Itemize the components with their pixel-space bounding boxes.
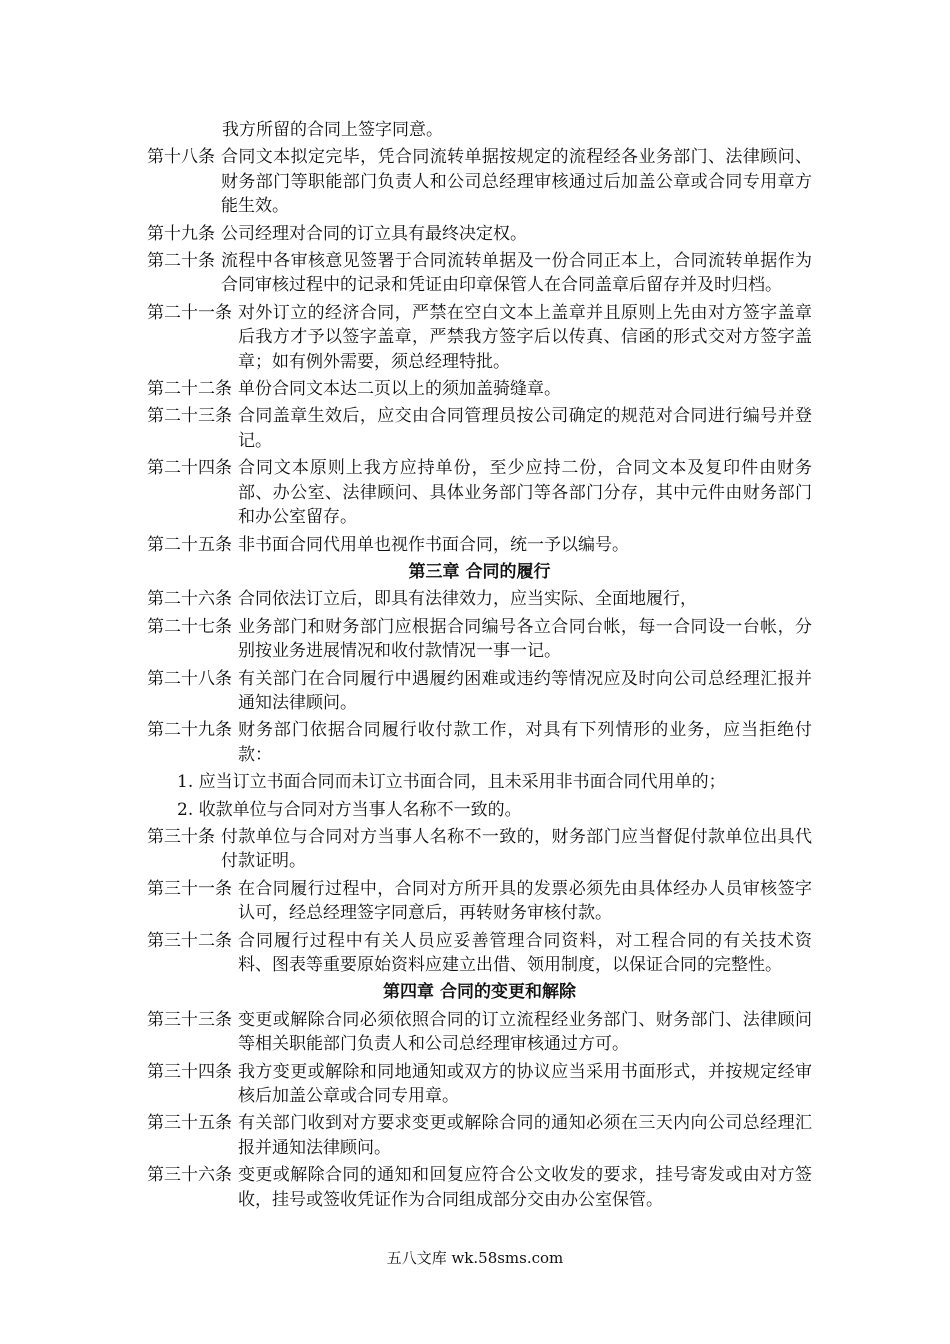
article xyxy=(147,377,812,401)
article-number: 第二十五条 xyxy=(147,534,232,555)
article xyxy=(147,825,812,874)
article-group-chapter4 xyxy=(147,1008,812,1212)
article-number: 第三十一条 xyxy=(147,878,232,899)
article-group-chapter3 xyxy=(147,587,812,767)
continuation-text: 我方所留的合同上签字同意。 xyxy=(222,120,443,140)
article-number: 第二十八条 xyxy=(147,668,232,689)
article xyxy=(147,1111,812,1160)
article xyxy=(147,667,812,716)
article-text: 在合同履行过程中，合同对方所开具的发票必须先由具体经办人员审核签字认可，经总经理签字同意后，再转财务审核付款。 xyxy=(238,878,812,924)
article-number: 第二十四条 xyxy=(147,458,232,479)
article xyxy=(147,718,812,767)
article xyxy=(147,145,812,218)
article-text: 财务部门依据合同履行收付款工作，对具有下列情形的业务，应当拒绝付款： xyxy=(238,720,812,765)
article-text: 合同文本原则上我方应持单份，至少应持二份，合同文本及复印件由财务部、办公室、法律顾问、具体业务部门等各部门分存，其中元件由财务部门和办公室留存。 xyxy=(238,458,812,528)
article-number: 第三十条 xyxy=(147,826,215,847)
article xyxy=(147,587,812,611)
footer-watermark: 五八文库 wk.58sms.com xyxy=(386,1249,564,1267)
article-text: 流程中各审核意见签署于合同流转单据及一份合同正本上，合同流转单据作为合同审核过程中的记录和凭证由印章保管人在合同盖章后留存并及时归档。 xyxy=(221,251,812,296)
article-number: 第二十七条 xyxy=(147,616,232,637)
article xyxy=(147,301,812,374)
article-text: 合同文本拟定完毕，凭合同流转单据按规定的流程经各业务部门、法律顾问、财务部门等职能部门负责人和公司总经理审核通过后加盖公章或合同专用章方能生效。 xyxy=(221,147,812,217)
article-number: 第三十六条 xyxy=(147,1165,232,1186)
article-text: 合同履行过程中有关人员应妥善管理合同资料，对工程合同的有关技术资料、图表等重要原始资料应建立出借、领用制度，以保证合同的完整性。 xyxy=(238,930,812,975)
article xyxy=(147,222,812,246)
article-number: 第二十六条 xyxy=(147,589,232,610)
document-body xyxy=(147,118,812,1215)
list-item-2: 2. 收款单位与合同对方当事人名称不一致的。 xyxy=(177,799,522,820)
article-number: 第二十条 xyxy=(147,251,215,272)
article-number: 第二十九条 xyxy=(147,720,232,741)
article-text: 合同依法订立后，即具有法律效力，应当实际、全面地履行， xyxy=(238,589,697,610)
article-number: 第三十五条 xyxy=(147,1113,232,1134)
article xyxy=(147,533,812,557)
article-number: 第三十三条 xyxy=(147,1009,232,1030)
article xyxy=(147,1163,812,1212)
chapter-heading-3: 第三章 合同的履行 xyxy=(408,561,551,582)
article-text: 变更或解除合同必须依照合同的订立流程经业务部门、财务部门、法律顾问等相关职能部门负责人和公司总经理审核通过方可。 xyxy=(238,1009,812,1055)
article xyxy=(147,404,812,453)
chapter-heading-4: 第四章 合同的变更和解除 xyxy=(383,982,576,1003)
article-number: 第三十二条 xyxy=(147,930,232,951)
article-number: 第二十一条 xyxy=(147,302,232,323)
article-text: 付款单位与合同对方当事人名称不一致的，财务部门应当督促付款单位出具代付款证明。 xyxy=(221,826,812,872)
article-text: 公司经理对合同的订立具有最终决定权。 xyxy=(221,223,527,244)
article-group-chapter2 xyxy=(147,145,812,557)
article-text: 合同盖章生效后，应交由合同管理员按公司确定的规范对合同进行编号并登记。 xyxy=(238,406,812,451)
article-text: 有关部门收到对方要求变更或解除合同的通知必须在三天内向公司总经理汇报并通知法律顾问。 xyxy=(238,1113,812,1158)
article-number: 第三十四条 xyxy=(147,1061,232,1082)
article-text: 我方变更或解除和同地通知或双方的协议应当采用书面形式，并按规定经审核后加盖公章或合同专用章。 xyxy=(238,1061,812,1107)
article xyxy=(147,1060,812,1109)
article-number: 第二十三条 xyxy=(147,406,232,427)
list-item-1: 1. 应当订立书面合同而未订立书面合同，且未采用非书面合同代用单的； xyxy=(177,772,726,793)
article xyxy=(147,929,812,978)
article xyxy=(147,249,812,298)
article-text: 对外订立的经济合同，严禁在空白文本上盖章并且原则上先由对方签字盖章后我方才予以签字盖章，严禁我方签字后以传真、信函的形式交对方签字盖章；如有例外需要，须总经理特批。 xyxy=(238,302,812,372)
article xyxy=(147,877,812,926)
article-number: 第十八条 xyxy=(147,147,215,168)
article-number: 第十九条 xyxy=(147,223,215,244)
article xyxy=(147,456,812,529)
article-number: 第二十二条 xyxy=(147,379,232,400)
article-text: 变更或解除合同的通知和回复应符合公文收发的要求，挂号寄发或由对方签收，挂号或签收凭证作为合同组成部分交由办公室保管。 xyxy=(238,1165,812,1210)
article-text: 单份合同文本达二页以上的须加盖骑缝章。 xyxy=(238,379,561,400)
article-text: 有关部门在合同履行中遇履约困难或违约等情况应及时向公司总经理汇报并通知法律顾问。 xyxy=(238,668,812,713)
article-text: 非书面合同代用单也视作书面合同，统一予以编号。 xyxy=(238,534,629,555)
article-text: 业务部门和财务部门应根据合同编号各立合同台帐，每一合同设一台帐，分别按业务进展情况和收付款情况一事一记。 xyxy=(238,616,812,662)
article xyxy=(147,1008,812,1057)
article xyxy=(147,615,812,664)
article-group-chapter3-cont xyxy=(147,825,812,977)
